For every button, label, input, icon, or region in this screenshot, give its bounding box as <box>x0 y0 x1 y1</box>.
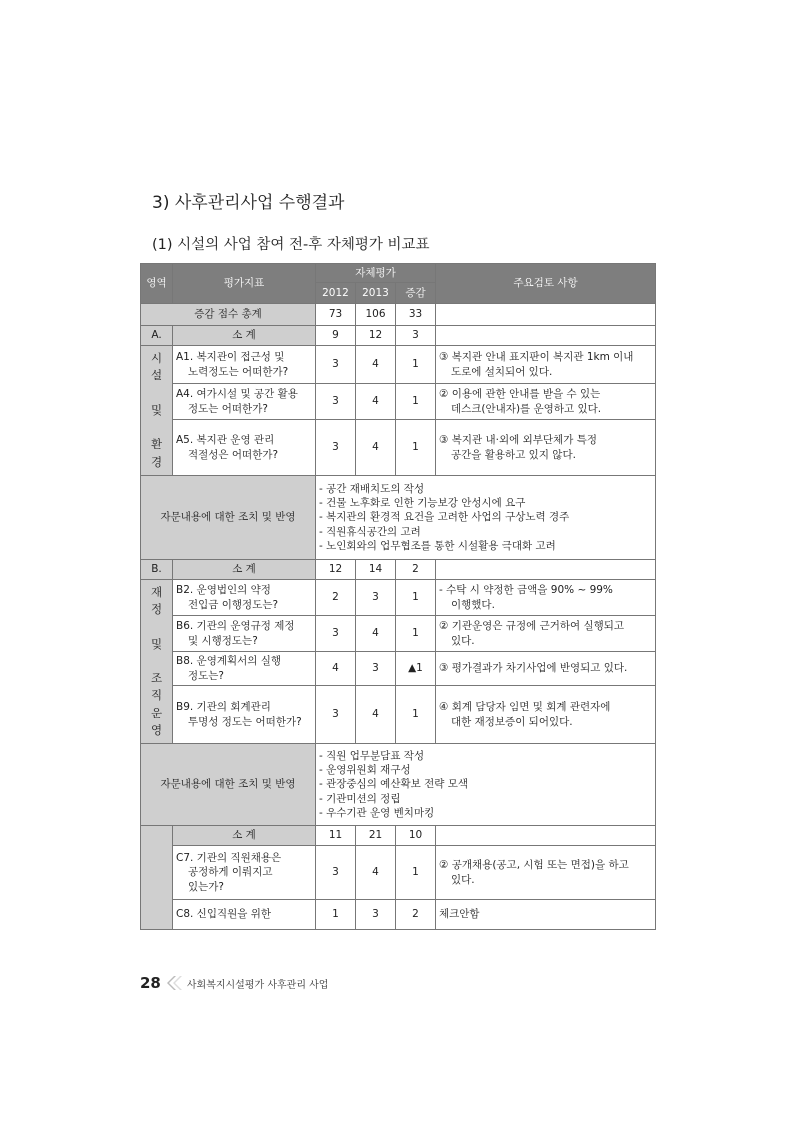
subtotal-change: 3 <box>396 326 436 346</box>
indicator-cell: B8. 운영계획서의 실행 정도는? <box>173 652 316 686</box>
indicator-cell: B9. 기관의 회계관리 투명성 정도는 어떠한가? <box>173 686 316 744</box>
review-cell: ③ 복지관 내·외에 외부단체가 특정 공간을 활용하고 있지 않다. <box>436 420 656 476</box>
section-b-area: 재 정 및 조 직 운 영 <box>141 580 173 744</box>
section-a-subtotal-row <box>141 326 656 346</box>
indicator-cell: A1. 복지관이 접근성 및 노력정도는 어떠한가? <box>173 346 316 384</box>
header-review: 주요검토 사항 <box>436 264 656 304</box>
advice-label: 자문내용에 대한 조치 및 반영 <box>141 744 316 826</box>
review-cell: - 수탁 시 약정한 금액을 90% ~ 99% 이행했다. <box>436 580 656 616</box>
header-change: 증감 <box>396 283 436 304</box>
table-row: B9. 기관의 회계관리 투명성 정도는 어떠한가? 3 4 1 ④ 회계 담당자 임면 및 회계 관련자에 대한 재정보증이 되어있다. <box>141 686 656 744</box>
review-cell: ③ 평가결과가 차기사업에 반영되고 있다. <box>436 652 656 686</box>
subsection-title: (1) 시설의 사업 참여 전-후 자체평가 비교표 <box>152 237 430 253</box>
section-b-advice-row <box>141 744 656 826</box>
header-2013: 2013 <box>356 283 396 304</box>
review-cell: ④ 회계 담당자 임면 및 회계 관련자에 대한 재정보증이 되어있다. <box>436 686 656 744</box>
table-row: A4. 여가시설 및 공간 활용 정도는 어떠한가? 3 4 1 ② 이용에 관한 안내를 받을 수 있는 데스크(안내자)를 운영하고 있다. <box>141 384 656 420</box>
total-2012: 73 <box>316 304 356 326</box>
review-cell: ② 공개채용(공고, 시험 또는 면접)을 하고 있다. <box>436 846 656 900</box>
section-c-subtotal-label: 소 계 <box>173 826 316 846</box>
advice-label: 자문내용에 대한 조치 및 반영 <box>141 476 316 560</box>
list-item: - 우수기관 운영 벤치마킹 <box>319 806 435 819</box>
list-item: - 직원 업무분담표 작성 <box>319 750 425 763</box>
list-item: - 운영위원회 재구성 <box>319 764 411 777</box>
header-area: 영역 <box>141 264 173 304</box>
section-title: 3) 사후관리사업 수행결과 <box>152 193 345 213</box>
table-row: 시 설 및 환 경 A1. 복지관이 접근성 및 노력정도는 어떠한가? 3 4 1 ③ 복지관 안내 표지판이 복지관 1km 이내 도로에 설치되어 있다. <box>141 346 656 384</box>
list-item: - 복지관의 환경적 요건을 고려한 사업의 구상노력 경주 <box>319 511 570 524</box>
section-a-area: 시 설 및 환 경 <box>141 346 173 476</box>
total-2013: 106 <box>356 304 396 326</box>
list-item: - 기관미션의 정립 <box>319 792 401 805</box>
header-indicator: 평가지표 <box>173 264 316 304</box>
subtotal-2013: 12 <box>356 326 396 346</box>
section-c-area <box>141 826 173 930</box>
table-row: 재 정 및 조 직 운 영 B2. 운영법인의 약정 전입금 이행정도는? 2 3 1 - 수탁 시 약정한 금액을 90% ~ 99% 이행했다. <box>141 580 656 616</box>
chevron-left-icon <box>165 976 183 990</box>
list-item: - 공간 재배치도의 작성 <box>319 483 425 496</box>
review-cell: ③ 복지관 안내 표지판이 복지관 1km 이내 도로에 설치되어 있다. <box>436 346 656 384</box>
indicator-cell: C7. 기관의 직원채용은 공정하게 이뤄지고 있는가? <box>173 846 316 900</box>
total-label: 증감 점수 총계 <box>141 304 316 326</box>
section-b-subtotal-label: 소 계 <box>173 560 316 580</box>
total-change: 33 <box>396 304 436 326</box>
header-self-eval: 자체평가 <box>316 264 436 283</box>
indicator-cell: A4. 여가시설 및 공간 활용 정도는 어떠한가? <box>173 384 316 420</box>
section-b-code: B. <box>141 560 173 580</box>
section-a-code: A. <box>141 326 173 346</box>
indicator-cell: C8. 신입직원을 위한 <box>173 900 316 930</box>
section-c-subtotal-row: 소 계 11 21 10 <box>141 826 656 846</box>
list-item: - 노인회와의 업무협조를 통한 시설활용 극대화 고려 <box>319 539 556 552</box>
section-a-advice-row <box>141 476 656 560</box>
review-cell: ② 이용에 관한 안내를 받을 수 있는 데스크(안내자)를 운영하고 있다. <box>436 384 656 420</box>
table-row: A5. 복지관 운영 관리 적절성은 어떠한가? 3 4 1 ③ 복지관 내·외에 외부단체가 특정 공간을 활용하고 있지 않다. <box>141 420 656 476</box>
page-footer <box>140 974 328 992</box>
footer-text: 사회복지시설평가 사후관리 사업 <box>186 979 329 991</box>
advice-list <box>316 744 656 826</box>
table-row: C7. 기관의 직원채용은 공정하게 이뤄지고 있는가? 3 4 1 ② 공개채용(공고, 시험 또는 면접)을 하고 있다. <box>141 846 656 900</box>
advice-list <box>316 476 656 560</box>
indicator-cell: A5. 복지관 운영 관리 적절성은 어떠한가? <box>173 420 316 476</box>
table-row: B6. 기관의 운영규정 제정 및 시행정도는? 3 4 1 ② 기관운영은 규정에 근거하여 실행되고 있다. <box>141 616 656 652</box>
indicator-cell: B6. 기관의 운영규정 제정 및 시행정도는? <box>173 616 316 652</box>
indicator-cell: B2. 운영법인의 약정 전입금 이행정도는? <box>173 580 316 616</box>
list-item: - 건물 노후화로 인한 기능보강 안성시에 요구 <box>319 497 526 510</box>
negative-change: ▲1 <box>396 652 436 686</box>
section-b-subtotal-row: B. 소 계 12 14 2 <box>141 560 656 580</box>
section-a-subtotal-label: 소 계 <box>173 326 316 346</box>
table-row: C8. 신입직원을 위한 1 3 2 체크안함 <box>141 900 656 930</box>
review-cell: 체크안함 <box>436 900 656 930</box>
list-item: - 직원휴식공간의 고려 <box>319 525 421 538</box>
page-number: 28 <box>140 974 161 992</box>
review-cell: ② 기관운영은 규정에 근거하여 실행되고 있다. <box>436 616 656 652</box>
list-item: - 관장중심의 예산확보 전략 모색 <box>319 778 468 791</box>
self-evaluation-table <box>140 263 656 930</box>
subtotal-2012: 9 <box>316 326 356 346</box>
table-row: B8. 운영계획서의 실행 정도는? 4 3 ▲1 ③ 평가결과가 차기사업에 반영되고 있다. <box>141 652 656 686</box>
header-2012: 2012 <box>316 283 356 304</box>
total-row <box>141 304 656 326</box>
